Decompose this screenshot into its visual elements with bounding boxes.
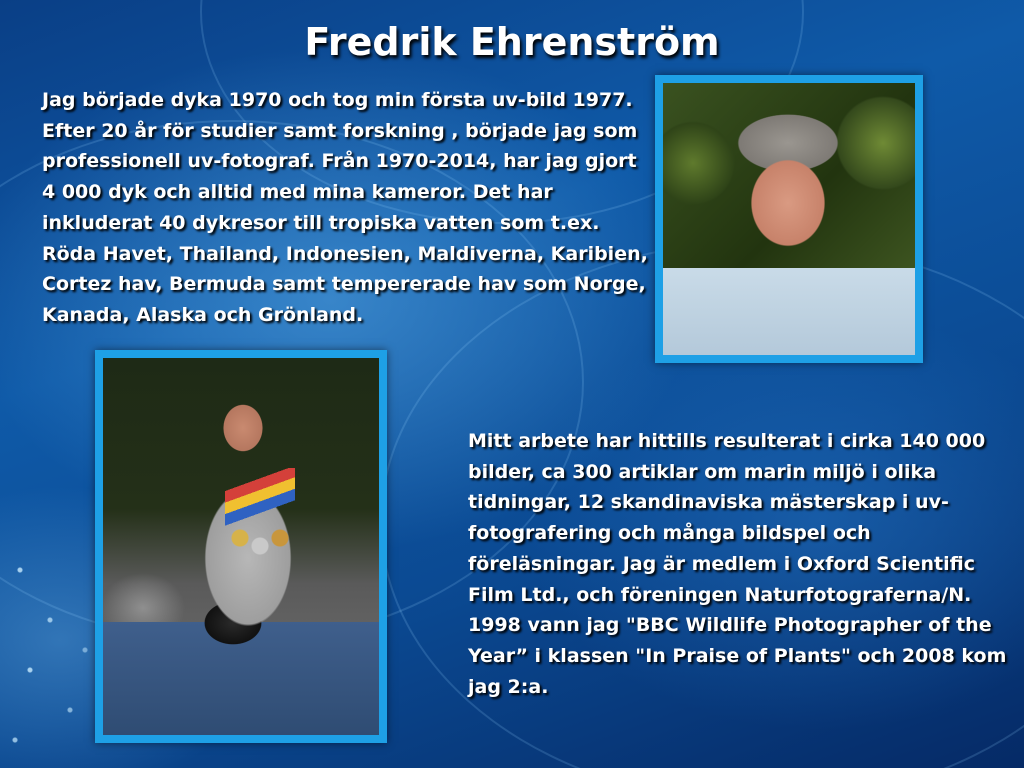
diver-photo-frame bbox=[95, 350, 387, 743]
intro-paragraph: Jag började dyka 1970 och tog min första uv-bild 1977. Efter 20 år för studier samt forskning , började jag som professionell uv-fotograf. Från 1970-2014, har jag gjort 4 000 dyk och alltid med mina kameror. Det har inkluderat 40 dykresor till tropiska vatten som t.ex. Röda Havet, Thailand, Indonesien, Maldiverna, Karibien, Cortez hav, Bermuda samt tempererade hav som Norge, Kanada, Alaska och Grönland. bbox=[42, 89, 648, 326]
slide-title: Fredrik Ehrenström bbox=[304, 20, 720, 64]
work-paragraph: Mitt arbete har hittills resulterat i cirka 140 000 bilder, ca 300 artiklar om marin miljö i olika tidningar, 12 skandinaviska mästerskap i uv-fotografering och många bildspel och föreläsningar. Jag är medlem i Oxford Scientific Film Ltd., och föreningen Naturfotograferna/N. 1998 vann jag "BBC Wildlife Photographer of the Year” i klassen "In Praise of Plants" och 2008 kom jag 2:a. bbox=[468, 430, 1007, 698]
portrait-photo bbox=[663, 83, 915, 355]
portrait-photo-frame bbox=[655, 75, 923, 363]
diver-with-camera-photo bbox=[103, 358, 379, 735]
medals bbox=[225, 468, 295, 558]
